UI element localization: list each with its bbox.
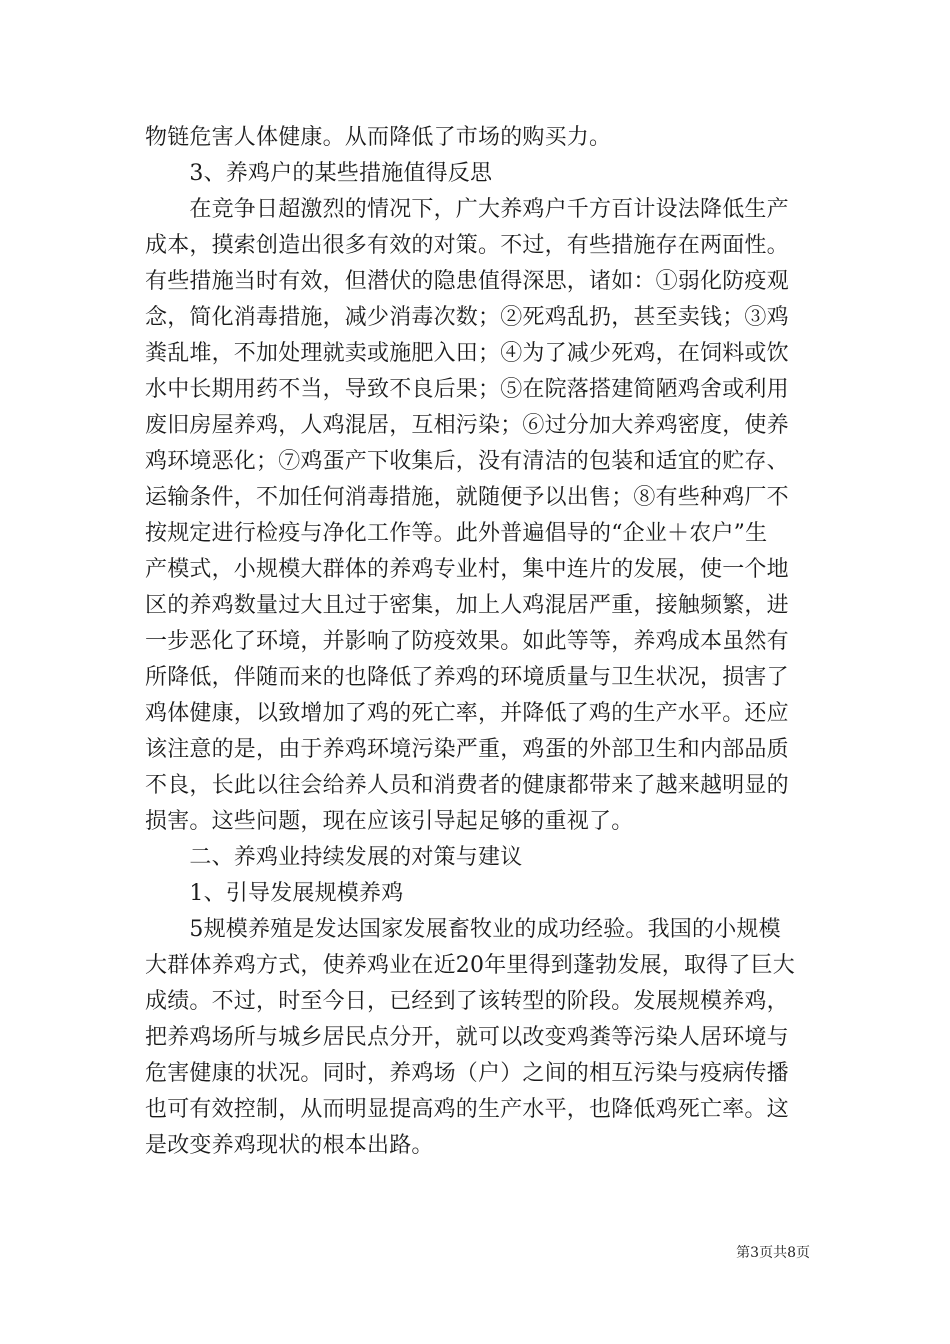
text-line: 废旧房屋养鸡，人鸡混居，互相污染；⑥过分加大养鸡密度，使养 (145, 413, 789, 438)
text-line: 有些措施当时有效，但潜伏的隐患值得深思，诸如：①弱化防疫观 (145, 269, 789, 294)
text-line: 危害健康的状况。同时，养鸡场（户）之间的相互污染与疫病传播 (145, 1061, 789, 1086)
text-line: 所降低，伴随而来的也降低了养鸡的环境质量与卫生状况，损害了 (145, 665, 789, 690)
text-line: 水中长期用药不当，导致不良后果；⑤在院落搭建简陋鸡舍或利用 (145, 377, 789, 402)
text-line: 产模式，小规模大群体的养鸡专业村，集中连片的发展，使一个地 (145, 557, 789, 582)
page-number: 第3页共8页 (736, 1245, 810, 1261)
text-line: 是改变养鸡现状的根本出路。 (145, 1133, 434, 1158)
text-line: 一步恶化了环境，并影响了防疫效果。如此等等，养鸡成本虽然有 (145, 629, 789, 654)
subsection-heading: 1、引导发展规模养鸡 (145, 881, 404, 906)
text-line: 也可有效控制，从而明显提高鸡的生产水平，也降低鸡死亡率。这 (145, 1097, 789, 1122)
text-line: 物链危害人体健康。从而降低了市场的购买力。 (145, 125, 612, 150)
section-heading: 二、养鸡业持续发展的对策与建议 (145, 845, 523, 870)
text-line: 念，简化消毒措施，减少消毒次数；②死鸡乱扔，甚至卖钱；③鸡 (145, 305, 789, 330)
text-line: 鸡体健康，以致增加了鸡的死亡率，并降低了鸡的生产水平。还应 (145, 701, 789, 726)
text-line: 损害。这些问题，现在应该引导起足够的重视了。 (145, 809, 634, 834)
text-line: 不良，长此以往会给养人员和消费者的健康都带来了越来越明显的 (145, 773, 789, 798)
text-line: 该注意的是，由于养鸡环境污染严重，鸡蛋的外部卫生和内部品质 (145, 737, 789, 762)
text-line: 鸡环境恶化；⑦鸡蛋产下收集后，没有清洁的包装和适宜的贮存、 (145, 449, 789, 474)
section-heading: 3、养鸡户的某些措施值得反思 (145, 161, 493, 186)
text-line: 5规模养殖是发达国家发展畜牧业的成功经验。我国的小规模 (145, 917, 781, 942)
text-line: 大群体养鸡方式，使养鸡业在近20年里得到蓬勃发展，取得了巨大 (145, 953, 795, 978)
text-line: 粪乱堆，不加处理就卖或施肥入田；④为了减少死鸡，在饲料或饮 (145, 341, 789, 366)
text-line: 在竞争日超激烈的情况下，广大养鸡户千方百计设法降低生产 (145, 197, 789, 222)
text-line: 按规定进行检疫与净化工作等。此外普遍倡导的“企业＋农户”生 (145, 521, 768, 546)
text-line: 成本，摸索创造出很多有效的对策。不过，有些措施存在两面性。 (145, 233, 789, 258)
text-line: 成绩。不过，时至今日，已经到了该转型的阶段。发展规模养鸡， (145, 989, 789, 1014)
text-line: 运输条件，不加任何消毒措施，就随便予以出售；⑧有些种鸡厂不 (145, 485, 789, 510)
text-line: 区的养鸡数量过大且过于密集，加上人鸡混居严重，接触频繁，进 (145, 593, 789, 618)
text-line: 把养鸡场所与城乡居民点分开，就可以改变鸡粪等污染人居环境与 (145, 1025, 789, 1050)
